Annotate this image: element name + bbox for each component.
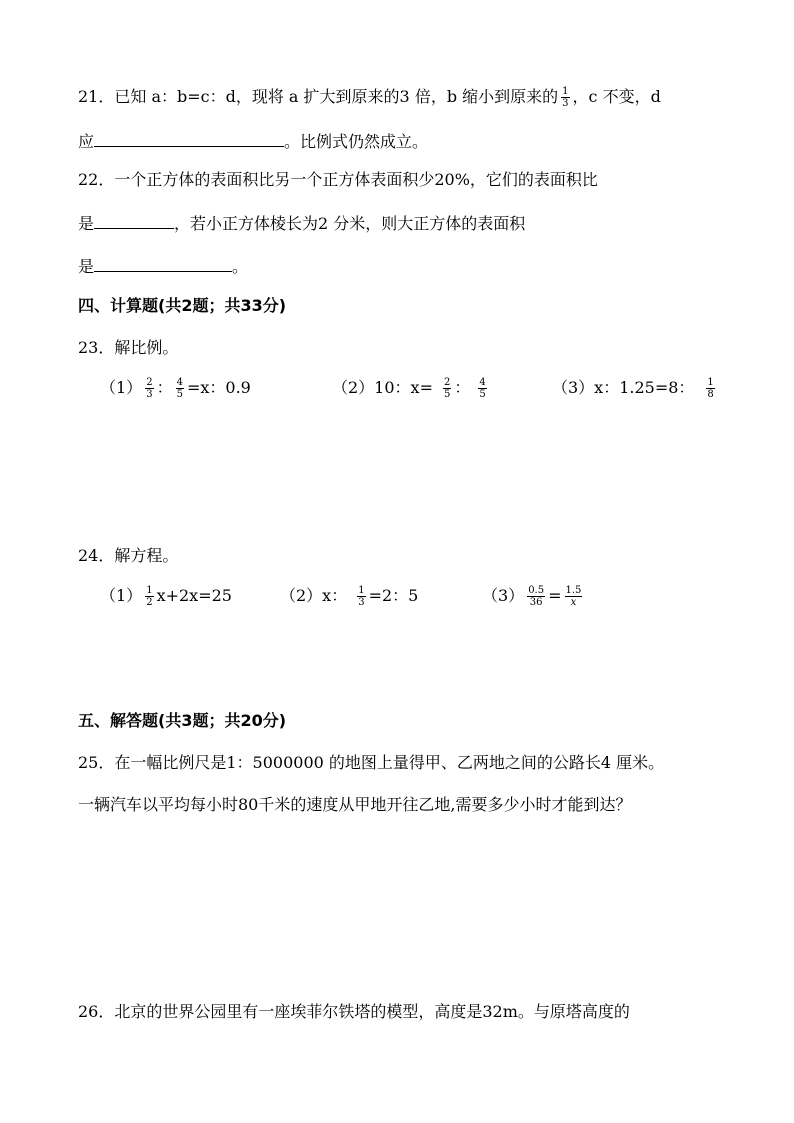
q22-line2 (78, 210, 525, 236)
section5-heading: 五、解答题(共3题；共20分) (78, 711, 287, 730)
q23-p2-fraction-1: $\frac{2}{5}$ (443, 377, 451, 400)
q25-line1: 25．在一幅比例尺是1：5000000 的地图上量得甲、乙两地之间的公路长4 厘米。 (78, 753, 665, 772)
q23-p3-label: （3）x：1.25=8： (552, 378, 695, 397)
q24-p3-fraction-2: $\frac{1.5}{x}$ (565, 585, 582, 608)
q23-p1-fraction-1: $\frac{2}{3}$ (146, 377, 153, 400)
q21-answer-blank[interactable] (94, 128, 284, 147)
q23-problem-3 (552, 376, 718, 400)
q21-fraction: $\frac{1}{3}$ (562, 86, 569, 109)
q24-p1-tail: x+2x=25 (156, 586, 232, 605)
q24-p2-fraction: $\frac{1}{3}$ (358, 585, 365, 608)
q24-title: 24．解方程。 (78, 546, 179, 565)
q26-line1: 26．北京的世界公园里有一座埃菲尔铁塔的模型，高度是32m。与原塔高度的 (78, 1002, 630, 1021)
q24-p2-label: （2）x： (280, 586, 348, 605)
q24-p1-label: （1） (100, 586, 143, 605)
q23-p3-fraction: $\frac{1}{8}$ (707, 377, 714, 400)
q22-line3-prefix: 是 (78, 257, 95, 276)
q21-line1 (78, 85, 661, 109)
q23-p1-tail: =x：0.9 (186, 378, 251, 397)
q21-line2-suffix: 。比例式仍然成立。 (284, 132, 429, 151)
q22-line1 (78, 168, 598, 192)
q21-text-a: 21．已知 a：b=c：d，现将 a 扩大到原来的3 倍，b 缩小到原来的 (78, 87, 559, 106)
q25-line2: 一辆汽车以平均每小时80千米的速度从甲地开往乙地,需要多少小时才能到达？ (78, 795, 632, 814)
section4-heading: 四、计算题(共2题；共33分) (78, 296, 287, 315)
q23-title: 23．解比例。 (78, 338, 179, 357)
q24-p3-equals: = (548, 586, 562, 605)
q24-problem-1 (100, 584, 232, 608)
q22-line2-suffix: ，若小正方体棱长为2 分米，则大正方体的表面积 (174, 214, 526, 233)
q23-p1-colon: ： (156, 378, 173, 397)
q23-p1-label: （1） (100, 378, 143, 397)
q24-problem-3 (482, 584, 585, 608)
q23-problem-1 (100, 376, 251, 400)
q22-line3 (78, 253, 248, 279)
q24-p3-fraction-1: $\frac{0.5}{36}$ (528, 585, 545, 608)
q23-p2-fraction-2: $\frac{4}{5}$ (479, 377, 486, 400)
q24-p2-tail: =2：5 (368, 586, 419, 605)
q23-p2-label: （2）10：x= (332, 378, 433, 397)
q23-problem-2 (332, 376, 490, 400)
q23-p1-fraction-2: $\frac{4}{5}$ (176, 377, 183, 400)
q21-line2 (78, 128, 428, 154)
q24-p3-label: （3） (482, 586, 525, 605)
q22-area-blank[interactable] (94, 253, 232, 272)
q21-text-b: ，c 不变，d (572, 87, 661, 106)
q24-problem-2 (280, 584, 418, 608)
q22-line2-prefix: 是 (78, 214, 95, 233)
q22-text: 22．一个正方体的表面积比另一个正方体表面积少20%，它们的表面积比 (78, 170, 598, 189)
q22-ratio-blank[interactable] (94, 210, 174, 229)
q22-line3-suffix: 。 (232, 257, 249, 276)
q21-line2-prefix: 应 (78, 132, 95, 151)
q24-p1-fraction: $\frac{1}{2}$ (146, 585, 153, 608)
q23-p2-colon: ： (454, 378, 471, 397)
